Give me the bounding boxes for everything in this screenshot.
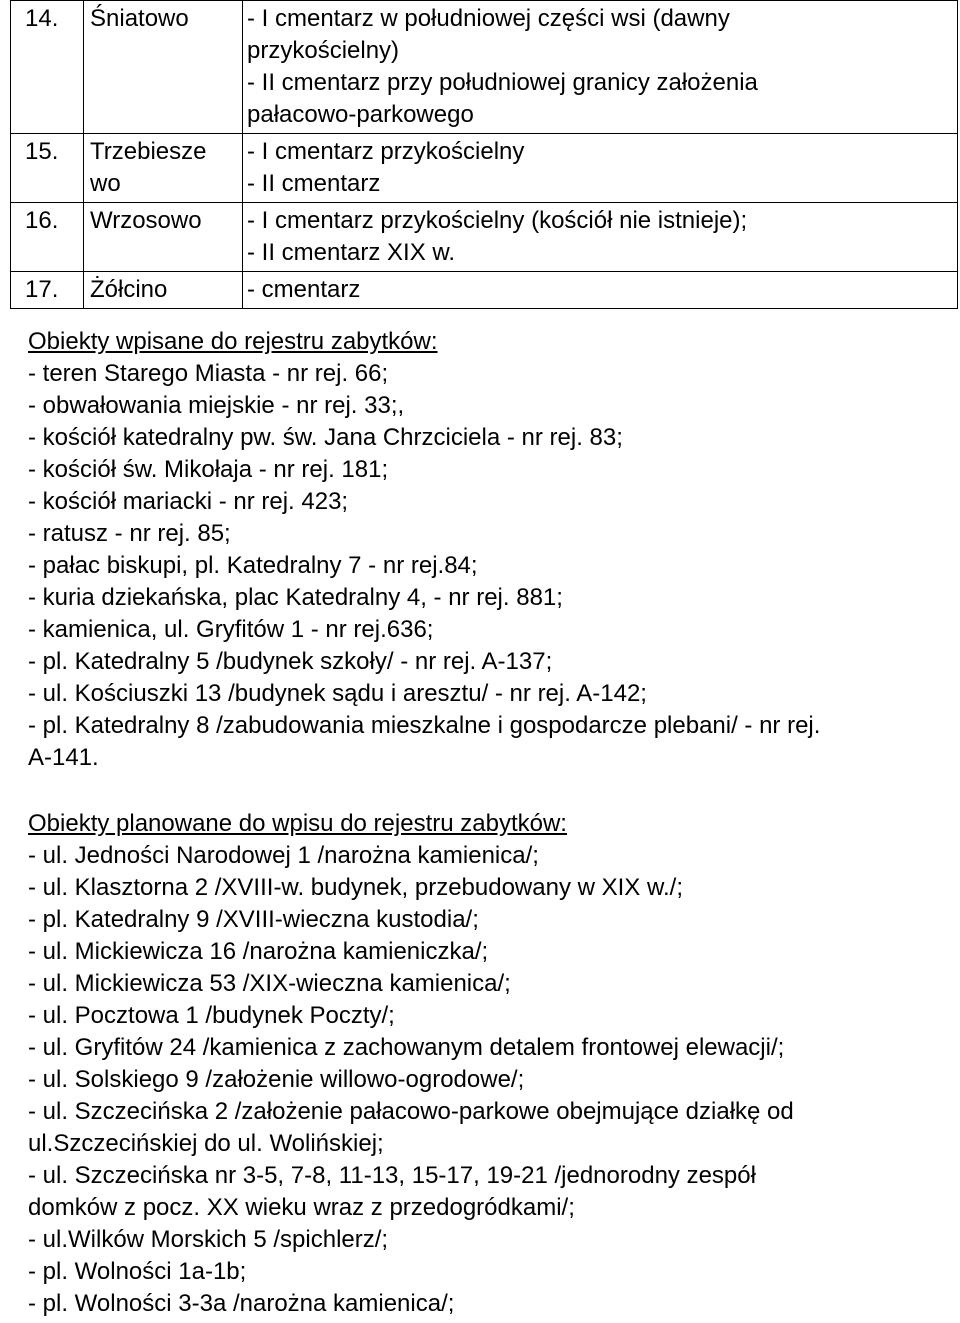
list-item: - kościół mariacki - nr rej. 423; <box>28 488 349 515</box>
list-item: - pałac biskupi, pl. Katedralny 7 - nr rej.84; <box>28 552 478 579</box>
row-number: 14. <box>11 1 84 134</box>
place-name-line: wo <box>90 170 121 197</box>
description-line: pałacowo-parkowego <box>247 101 474 128</box>
place-name <box>84 134 243 203</box>
description-line: - II cmentarz XIX w. <box>247 239 456 266</box>
section-heading: Obiekty planowane do wpisu do rejestru zabytków: <box>28 810 567 837</box>
planned-monuments-section <box>28 808 948 1320</box>
list-item: - pl. Katedralny 8 /zabudowania mieszkalne i gospodarcze plebani/ - nr rej. <box>28 712 821 739</box>
list-item: A-141. <box>28 744 99 771</box>
description-line: - II cmentarz <box>247 170 381 197</box>
place-name: Wrzosowo <box>84 203 243 272</box>
list-item: - ul. Solskiego 9 /założenie willowo-ogrodowe/; <box>28 1066 525 1093</box>
list-item: - ul. Jedności Narodowej 1 /narożna kamienica/; <box>28 842 539 869</box>
list-item: - ul. Gryfitów 24 /kamienica z zachowanym detalem frontowej elewacji/; <box>28 1034 785 1061</box>
table-row <box>11 134 958 203</box>
list-item: - pl. Wolności 3-3a /narożna kamienica/; <box>28 1290 455 1317</box>
description-line: - II cmentarz przy południowej granicy założenia <box>247 69 758 96</box>
row-number: 15. <box>11 134 84 203</box>
list-item: - ul. Pocztowa 1 /budynek Poczty/; <box>28 1002 395 1029</box>
cemetery-description <box>243 272 958 309</box>
cemetery-description <box>243 203 958 272</box>
list-item: - kościół katedralny pw. św. Jana Chrzciciela - nr rej. 83; <box>28 424 623 451</box>
list-item: - teren Starego Miasta - nr rej. 66; <box>28 360 389 387</box>
list-item: - ul. Mickiewicza 53 /XIX-wieczna kamienica/; <box>28 970 511 997</box>
section-heading: Obiekty wpisane do rejestru zabytków: <box>28 328 438 355</box>
list-item: - obwałowania miejskie - nr rej. 33;, <box>28 392 405 419</box>
table-row <box>11 272 958 309</box>
list-item: - ratusz - nr rej. 85; <box>28 520 231 547</box>
list-item: - ul. Szczecińska nr 3-5, 7-8, 11-13, 15-17, 19-21 /jednorodny zespół <box>28 1162 756 1189</box>
list-item: - ul. Mickiewicza 16 /narożna kamieniczka/; <box>28 938 489 965</box>
cemetery-table <box>10 0 958 309</box>
list-item: - ul. Szczecińska 2 /założenie pałacowo-parkowe obejmujące działkę od <box>28 1098 794 1125</box>
table-row <box>11 203 958 272</box>
description-line: - I cmentarz w południowej części wsi (dawny <box>247 5 730 32</box>
list-item: - ul. Klasztorna 2 /XVIII-w. budynek, przebudowany w XIX w./; <box>28 874 683 901</box>
row-number: 16. <box>11 203 84 272</box>
registered-monuments-section <box>28 326 948 774</box>
cemetery-description <box>243 1 958 134</box>
list-item: - pl. Wolności 1a-1b; <box>28 1258 247 1285</box>
table-row <box>11 1 958 134</box>
list-item: - pl. Katedralny 5 /budynek szkoły/ - nr rej. A-137; <box>28 648 553 675</box>
description-line: - I cmentarz przykościelny (kościół nie istnieje); <box>247 207 748 234</box>
list-item: ul.Szczecińskiej do ul. Wolińskiej; <box>28 1130 384 1157</box>
list-item: - pl. Katedralny 9 /XVIII-wieczna kustodia/; <box>28 906 479 933</box>
list-item: - kuria dziekańska, plac Katedralny 4, - nr rej. 881; <box>28 584 563 611</box>
list-item: - kościół św. Mikołaja - nr rej. 181; <box>28 456 389 483</box>
cemetery-description <box>243 134 958 203</box>
list-item: domków z pocz. XX wieku wraz z przedogródkami/; <box>28 1194 575 1221</box>
list-item: - ul. Kościuszki 13 /budynek sądu i aresztu/ - nr rej. A-142; <box>28 680 647 707</box>
list-item: - kamienica, ul. Gryfitów 1 - nr rej.636; <box>28 616 434 643</box>
description-line: - cmentarz <box>247 276 361 303</box>
place-name: Śniatowo <box>84 1 243 134</box>
place-name-line: Trzebiesze <box>90 138 207 165</box>
description-line: - I cmentarz przykościelny <box>247 138 525 165</box>
place-name: Żółcino <box>84 272 243 309</box>
list-item: - ul.Wilków Morskich 5 /spichlerz/; <box>28 1226 389 1253</box>
row-number: 17. <box>11 272 84 309</box>
description-line: przykościelny) <box>247 37 400 64</box>
